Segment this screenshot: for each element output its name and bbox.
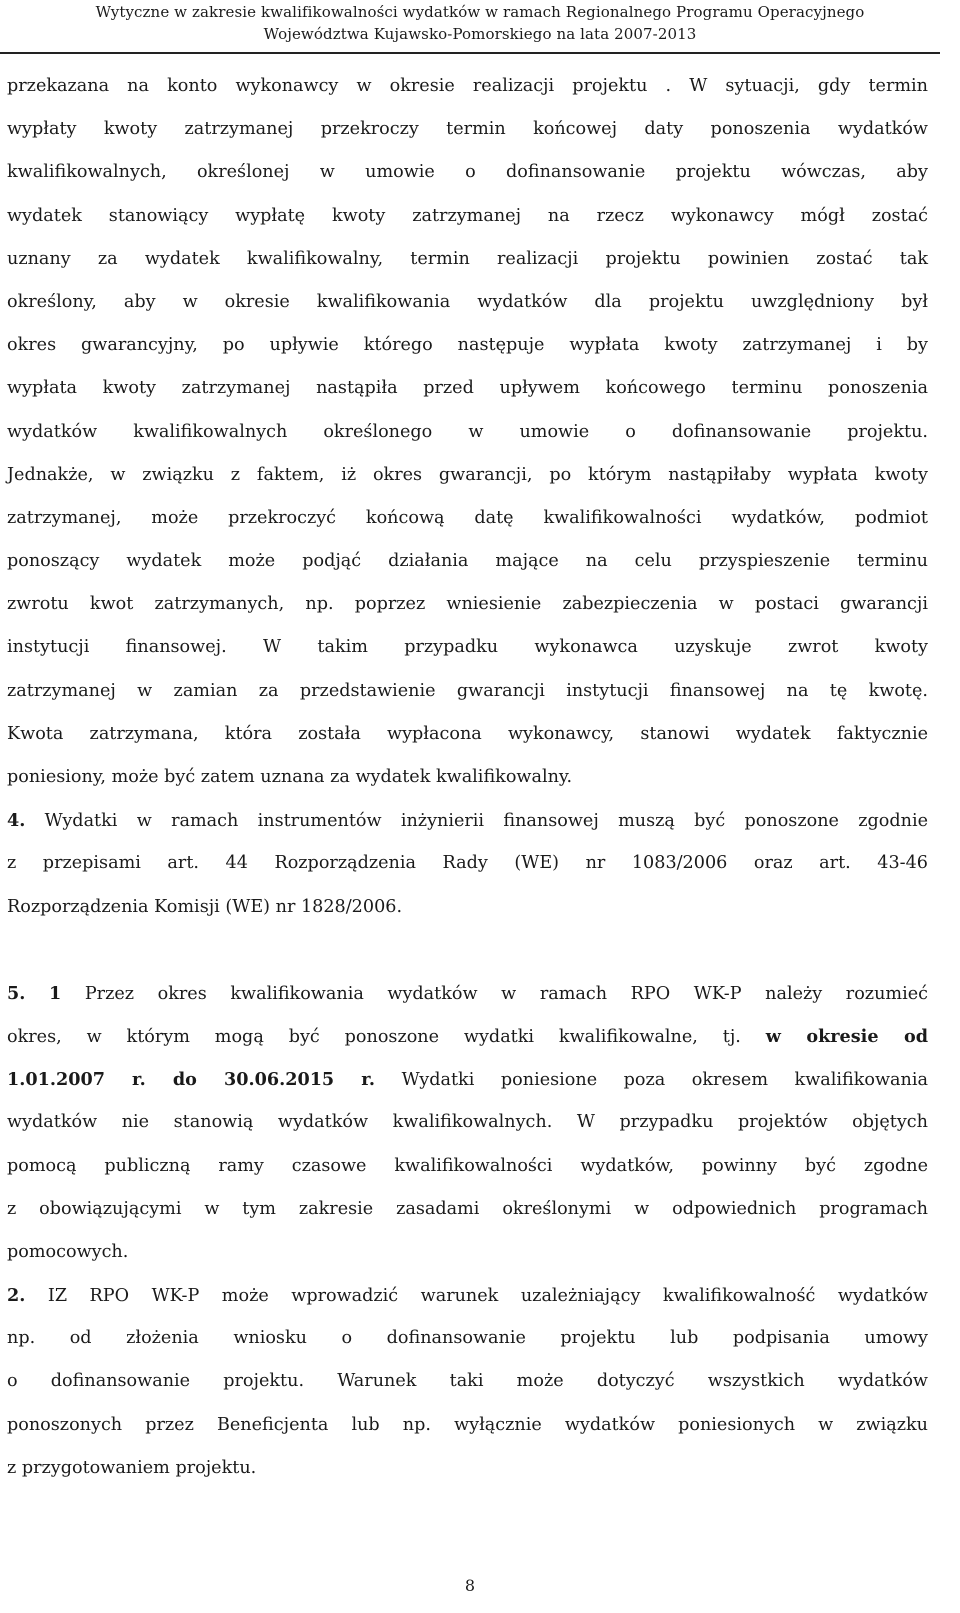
page-number: 8 [464, 1576, 476, 1595]
section-5 [7, 972, 928, 1274]
page-header [0, 0, 960, 45]
text-line: z przygotowaniem projektu. [7, 1457, 257, 1478]
text-line: poniesiony, może być zatem uznana za wydatek kwalifikowalny. [7, 767, 573, 787]
text-line: zwrotu kwot zatrzymanych, np. poprzez wniesienie zabezpieczenia w postaci gwarancji [7, 594, 928, 615]
header-title-line-2: Województwa Kujawsko-Pomorskiego na lata 2007-2013 [263, 25, 697, 43]
text-line: przekazana na konto wykonawcy w okresie realizacji projektu . W sytuacji, gdy termin [7, 76, 928, 96]
paragraph-retention-amount [7, 65, 928, 799]
text-line: pomocą publiczną ramy czasowe kwalifikowalności wydatków, powinny być zgodne [7, 1155, 928, 1176]
header-divider [0, 52, 940, 54]
text-line: 2. IZ RPO WK-P może wprowadzić warunek uzależniający kwalifikowalność wydatków [7, 1285, 928, 1307]
paragraph-gap [7, 929, 928, 972]
text-line: kwalifikowalnych, określonej w umowie o dofinansowanie projektu wówczas, aby [7, 162, 928, 183]
subsection-number: 1 [48, 982, 62, 1004]
text-line: zatrzymanej w zamian za przedstawienie gwarancji instytucji finansowej na tę kwotę. [7, 680, 928, 701]
text-line: wydatków kwalifikowalnych określonego w umowie o dofinansowanie projektu. [7, 421, 928, 442]
text-line: z obowiązującymi w tym zakresie zasadami określonymi w odpowiednich programach [7, 1198, 928, 1219]
text-line: okres, w którym mogą być ponoszone wydatki kwalifikowalne, tj. w okresie od [7, 1025, 928, 1047]
text-line: ponoszonych przez Beneficjenta lub np. wyłącznie wydatków poniesionych w związku [7, 1414, 928, 1435]
text-line: Jednakże, w związku z faktem, iż okres gwarancji, po którym nastąpiłaby wypłata kwoty [7, 464, 928, 485]
text-line: okres gwarancyjny, po upływie którego następuje wypłata kwoty zatrzymanej i by [7, 335, 928, 356]
text-line: instytucji finansowej. W takim przypadku wykonawca uzyskuje zwrot kwoty [7, 637, 928, 658]
point-number: 4. [7, 810, 26, 832]
text-line: wypłaty kwoty zatrzymanej przekroczy termin końcowej daty ponoszenia wydatków [7, 119, 928, 140]
text-line: z przepisami art. 44 Rozporządzenia Rady (WE) nr 1083/2006 oraz art. 43-46 [7, 853, 928, 874]
text-line: wypłata kwoty zatrzymanej nastąpiła przed upływem końcowego terminu ponoszenia [7, 378, 928, 399]
text-line: o dofinansowanie projektu. Warunek taki może dotyczyć wszystkich wydatków [7, 1371, 928, 1392]
text-line: uznany za wydatek kwalifikowalny, termin realizacji projektu powinien zostać tak [7, 248, 928, 269]
text-line: Kwota zatrzymana, która została wypłacona wykonawcy, stanowi wydatek faktycznie [7, 723, 928, 744]
point-4 [7, 799, 928, 929]
section-number: 5. [7, 982, 26, 1004]
text-line: pomocowych. [7, 1241, 129, 1262]
text-line: 4. Wydatki w ramach instrumentów inżynierii finansowej muszą być ponoszone zgodnie [7, 810, 928, 832]
text-line: Rozporządzenia Komisji (WE) nr 1828/2006. [7, 896, 403, 917]
document-body [7, 65, 928, 1490]
text-line: określony, aby w okresie kwalifikowania wydatków dla projektu uwzględniony był [7, 291, 928, 312]
eligibility-period-label: w okresie od [765, 1025, 928, 1047]
point-2 [7, 1274, 928, 1490]
text-line: zatrzymanej, może przekroczyć końcową datę kwalifikowalności wydatków, podmiot [7, 507, 928, 528]
text-line: wydatek stanowiący wypłatę kwoty zatrzymanej na rzecz wykonawcy mógł zostać [7, 205, 928, 226]
text-line: ponoszący wydatek może podjąć działania mające na celu przyspieszenie terminu [7, 551, 928, 572]
header-title-line-1: Wytyczne w zakresie kwalifikowalności wydatków w ramach Regionalnego Programu Operacyjnego [95, 3, 865, 21]
text-line: 5. 1 Przez okres kwalifikowania wydatków w ramach RPO WK-P należy rozumieć [7, 982, 928, 1004]
text-line: wydatków nie stanowią wydatków kwalifikowalnych. W przypadku projektów objętych [7, 1112, 928, 1133]
text-line: 1.01.2007 r. do 30.06.2015 r. Wydatki poniesione poza okresem kwalifikowania [7, 1069, 928, 1091]
eligibility-period-dates: 1.01.2007 r. do 30.06.2015 r. [7, 1069, 376, 1091]
point-number: 2. [7, 1285, 26, 1307]
text-line: np. od złożenia wniosku o dofinansowanie projektu lub podpisania umowy [7, 1328, 928, 1349]
